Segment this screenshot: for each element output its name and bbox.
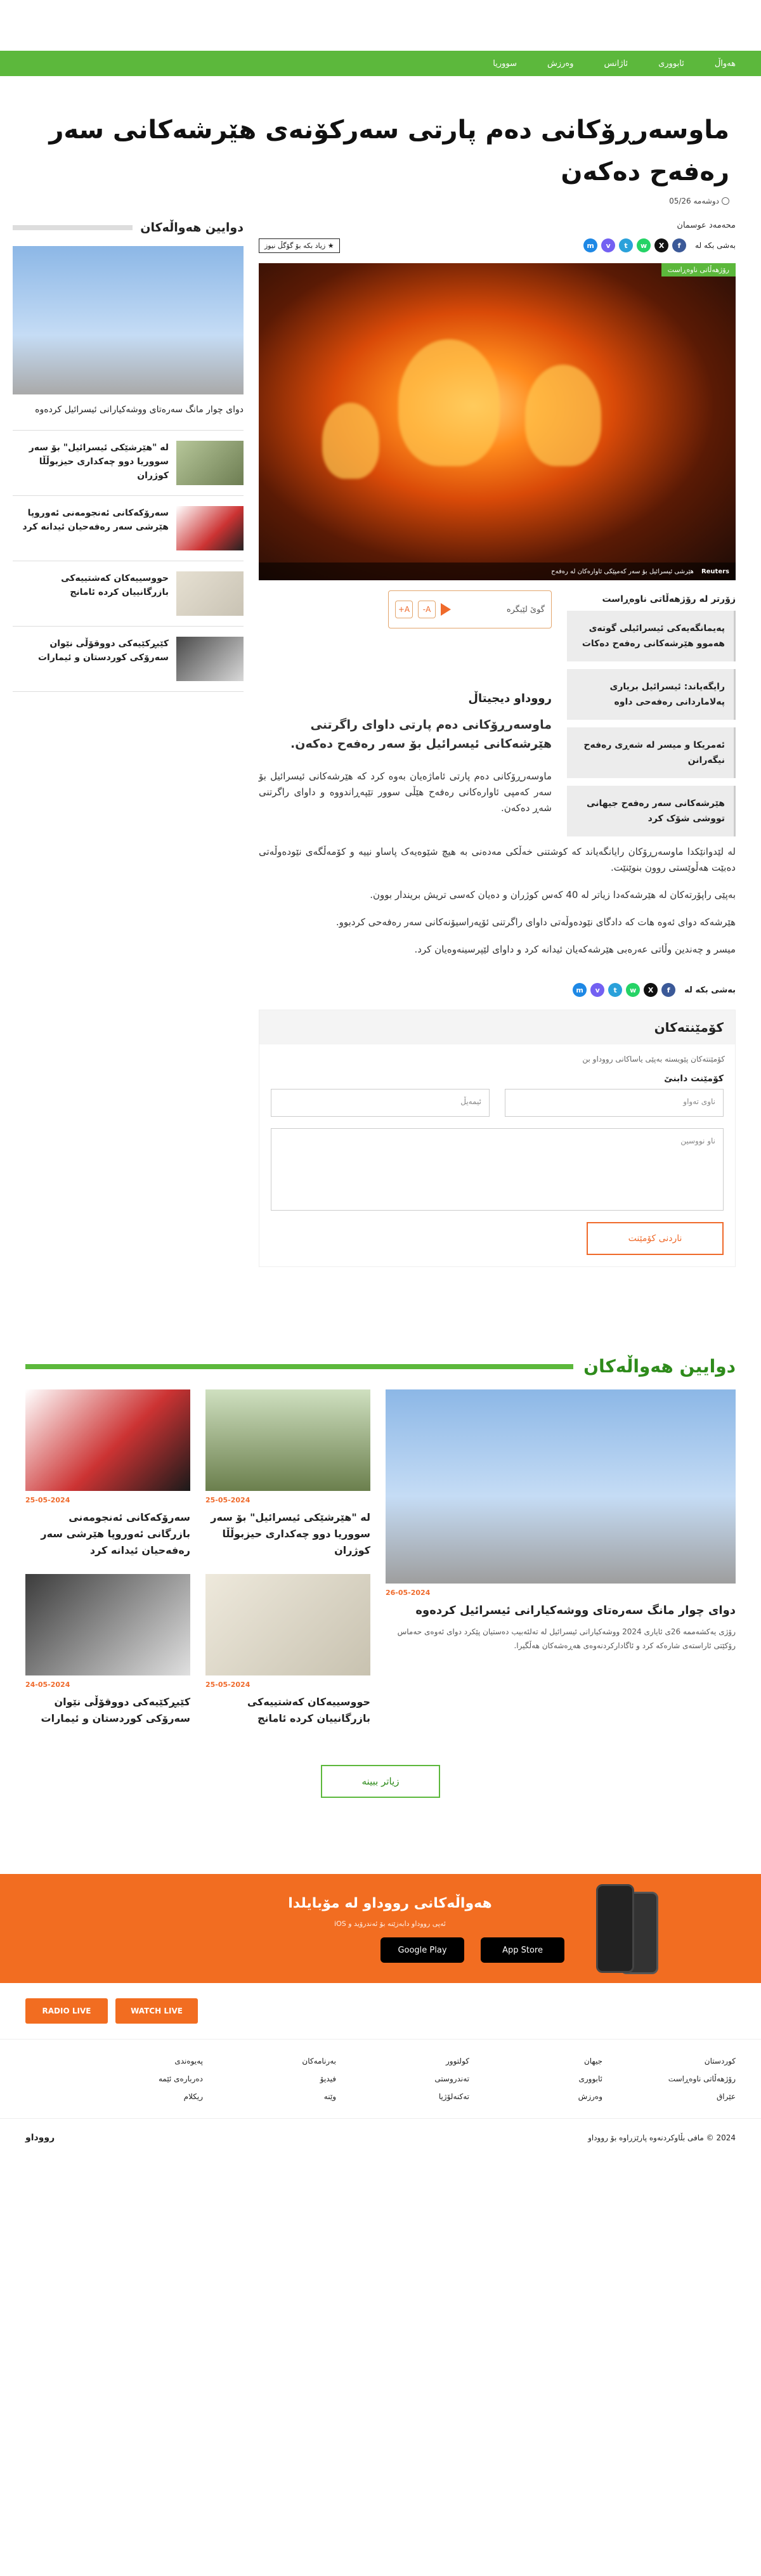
- nav-item[interactable]: وەرزش: [547, 58, 574, 68]
- comments-section: [259, 1010, 736, 1267]
- related-item[interactable]: پەیمانگەیەکی ئیسرائیلی گوتەی هەموو هێرشەکانی رەفەح دەکات: [567, 611, 736, 661]
- play-icon[interactable]: [441, 603, 451, 616]
- comments-header: کۆمێنتەکان: [259, 1010, 735, 1044]
- app-banner: [0, 1874, 761, 1983]
- card-date: 24-05-2024: [25, 1681, 70, 1689]
- card-body: رۆژی یەکشەممە 26ی ئایاری 2024 ووشەکیارانی ئیسرائیل لە تەلئەبیب دەستیان پێکرد دوای ئەوەی حەماس رۆکێتی ئاراستەی شارەکە کرد و ئاگادارکردنەوەی هەڕەشەکان هەڵگیرا.: [397, 1627, 736, 1650]
- comment-textarea[interactable]: ناو نووسین: [271, 1128, 724, 1211]
- copyright-text: 2024 © مافی بڵاوکردنەوە پارێزراوە بۆ رووداو: [588, 2133, 736, 2142]
- footer-link[interactable]: بەرنامەکان: [302, 2057, 336, 2065]
- sidebar-feature-image[interactable]: [13, 246, 244, 394]
- latest-card[interactable]: [25, 1389, 190, 1559]
- footer-link[interactable]: تەندروستی: [434, 2074, 469, 2083]
- share-label: بەشی بکە لە: [684, 985, 736, 995]
- footer-link[interactable]: فیدیۆ: [320, 2074, 336, 2083]
- card-image: [25, 1389, 190, 1491]
- related-box: [567, 590, 736, 844]
- card-title: حووسییەکان کەشتییەکی بازرگانییان کردە ئامانج: [247, 1696, 370, 1724]
- footer-link[interactable]: وەرزش: [578, 2092, 602, 2101]
- card-title: کێبڕکێیەکی دووقۆڵی نێوان سەرۆکی کوردستان و ئیمارات: [41, 1696, 190, 1724]
- x-icon[interactable]: X: [644, 983, 658, 997]
- radio-live-button[interactable]: RADIO LIVE: [25, 1998, 108, 2024]
- nav-item[interactable]: سووریا: [493, 58, 517, 68]
- main-nav: [0, 51, 761, 76]
- category-badge: رۆژهەڵاتی ناوەڕاست: [661, 263, 736, 276]
- article-paragraph: میسر و چەندین وڵاتی عەرەبی هێرشەکەیان ئیدانە کرد و داوای لێپرسینەوەیان کرد.: [414, 944, 736, 955]
- sidebar-news-item[interactable]: سەرۆکەکانی ئەنجومەنی ئەوروپا هێرشی سەر رەفەحیان ئیدانە کرد: [13, 496, 244, 561]
- article-lead: ماوسەرڕۆکانی دەم پارتی داوای راگرتنی هێرشەکانی ئیسرائیل بۆ سەر رەفەح دەکەن.: [290, 718, 552, 751]
- latest-card[interactable]: [205, 1574, 370, 1727]
- comments-note: کۆمێنتەکان پێویستە بەپێی یاساکانی رووداو بن: [582, 1055, 725, 1064]
- x-icon[interactable]: X: [654, 238, 668, 252]
- share-label: بەشی بکە لە: [695, 241, 736, 250]
- comments-subheader: کۆمێنت دابنێ: [664, 1074, 724, 1084]
- latest-feature-card[interactable]: [386, 1389, 736, 1727]
- facebook-icon[interactable]: f: [661, 983, 675, 997]
- app-store-button[interactable]: App Store: [481, 1937, 564, 1963]
- footer-link[interactable]: تەکنەلۆژیا: [438, 2092, 469, 2101]
- related-label: زۆرتر لە رۆژهەڵاتی ناوەڕاست: [602, 594, 736, 604]
- whatsapp-icon[interactable]: w: [637, 238, 651, 252]
- footer-link[interactable]: عێراق: [716, 2092, 736, 2101]
- audio-label: گوێ لێبگرە: [506, 604, 545, 615]
- share-row: [259, 235, 736, 256]
- copyright-bar: [0, 2118, 761, 2156]
- name-input[interactable]: ناوی تەواو: [505, 1089, 724, 1117]
- telegram-icon[interactable]: t: [619, 238, 633, 252]
- image-credit: Reuters هێرشی ئیسرائیل بۆ سەر کەمپێکی ئاوارەکان لە رەفەح: [259, 563, 736, 580]
- sidebar: [13, 221, 244, 1267]
- clock-icon: [722, 197, 729, 205]
- footer-link[interactable]: ریکلام: [183, 2092, 203, 2101]
- latest-card[interactable]: [205, 1389, 370, 1559]
- thumbnail: [176, 637, 244, 681]
- card-title: سەرۆکەکانی ئەنجومەنی بازرگانی ئەوروپا هێرشی سەر رەفەحیان ئیدانە کرد: [41, 1511, 190, 1556]
- article-author: محەمەد عوسمان: [677, 221, 736, 230]
- article-subhead: رووداو دیجیتاڵ: [468, 692, 552, 705]
- latest-news: [25, 1356, 736, 1798]
- font-increase-button[interactable]: A+: [395, 601, 413, 618]
- footer-link[interactable]: پەیوەندی: [174, 2057, 203, 2065]
- google-play-button[interactable]: Google Play: [380, 1937, 464, 1963]
- thumbnail: [176, 441, 244, 485]
- card-date: 25-05-2024: [205, 1681, 250, 1689]
- thumbnail: [176, 506, 244, 550]
- phone-image: [596, 1884, 634, 1973]
- article-paragraph: لە لێدوانێکدا ماوسەرڕۆکان رایانگەیاند کە کوشتنی خەڵکی مەدەنی بە هیچ شێوەیەک پاساو نییە و کۆمەڵگەی نێودەوڵەتی دەبێت هەڵوێستی روون بنوێنێت.: [259, 846, 736, 873]
- nav-item[interactable]: ئاژانس: [604, 58, 628, 68]
- telegram-icon[interactable]: t: [608, 983, 622, 997]
- card-image: [25, 1574, 190, 1675]
- card-date: 25-05-2024: [205, 1496, 250, 1504]
- article-paragraph: هێرشەکە دوای ئەوە هات کە دادگای نێودەوڵەتی داوای راگرتنی ئۆپەراسیۆنەکانی سەر رەفەحی کردبوو.: [335, 916, 736, 928]
- feature-image: [386, 1389, 736, 1584]
- nav-item[interactable]: هەواڵ: [714, 58, 736, 68]
- hero-image: [259, 263, 736, 580]
- sidebar-news-item[interactable]: کێبڕکێیەکی دووقۆڵی نێوان سەرۆکی کوردستان و ئیمارات: [13, 627, 244, 692]
- footer-link[interactable]: رۆژهەڵاتی ناوەڕاست: [668, 2074, 736, 2083]
- facebook-icon[interactable]: f: [672, 238, 686, 252]
- email-input[interactable]: ئیمەیڵ: [271, 1089, 490, 1117]
- footer-link[interactable]: ئابووری: [578, 2074, 602, 2083]
- footer: [0, 2039, 761, 2118]
- footer-link[interactable]: دەربارەی ئێمە: [158, 2074, 203, 2083]
- card-image: [205, 1574, 370, 1675]
- sidebar-feature-caption[interactable]: دوای چوار مانگ سەرەتای ووشەکیارانی ئیسرائیل کردەوە: [13, 394, 244, 431]
- sidebar-title: دوایین هەواڵەکان: [13, 221, 244, 235]
- footer-link[interactable]: کوردستان: [704, 2057, 736, 2065]
- more-button[interactable]: زیاتر ببینە: [321, 1765, 440, 1798]
- thumbnail: [176, 571, 244, 616]
- article-paragraph: بەپێی راپۆرتەکان لە هێرشەکەدا زیاتر لە 40 کەس کوژران و دەیان کەسی تریش بریندار بوون.: [370, 889, 736, 901]
- messenger-icon[interactable]: m: [573, 983, 587, 997]
- latest-title: دوایین هەواڵەکان: [25, 1356, 736, 1377]
- related-item[interactable]: رایگەیاند: ئیسرائیل بریاری پەلاماردانی رەفەحی داوە: [567, 669, 736, 720]
- app-subtitle: ئەپی رووداو دابەزێنە بۆ ئەندرۆید و iOS: [334, 1920, 446, 1928]
- app-title: هەواڵەکانی رووداو لە مۆبایلدا: [288, 1896, 492, 1911]
- watch-live-button[interactable]: WATCH LIVE: [115, 1998, 198, 2024]
- send-comment-button[interactable]: ناردنی کۆمێنت: [587, 1222, 724, 1255]
- article-title: ماوسەرڕۆکانی دەم پارتی سەرکۆنەی هێرشەکانی سەر رەفەح دەکەن: [49, 115, 729, 186]
- card-date: 26-05-2024: [386, 1589, 431, 1597]
- card-title: دوای چوار مانگ سەرەتای ووشەکیارانی ئیسرائیل کردەوە: [415, 1604, 736, 1617]
- footer-logo[interactable]: رووداو: [25, 2132, 55, 2143]
- sidebar-news-item[interactable]: لە "هێرشێکی ئیسرائیل" بۆ سەر سووریا دوو چەکداری حیزبوڵڵا کوژران: [13, 431, 244, 496]
- nav-item[interactable]: ئابووری: [658, 58, 684, 68]
- viber-icon[interactable]: v: [590, 983, 604, 997]
- font-decrease-button[interactable]: A-: [418, 601, 436, 618]
- article-paragraph: ماوسەرڕۆکانی دەم پارتی ئاماژەیان بەوە کرد کە هێرشەکانی ئیسرائیل بۆ سەر کەمپی ئاوارەکانی رەفەح هێڵی سوور تێپەڕاندووە و داوای راگرتنی شەڕ دەکەن.: [259, 771, 552, 814]
- related-item[interactable]: هێرشەکانی سەر رەفەح جیهانی تووشی شۆک کرد: [567, 786, 736, 836]
- top-spacer: [0, 0, 761, 51]
- footer-link[interactable]: وێنە: [323, 2092, 336, 2101]
- share-row-bottom: [259, 983, 736, 997]
- whatsapp-icon[interactable]: w: [626, 983, 640, 997]
- card-title: لە "هێرشێکی ئیسرائیل" بۆ سەر سووریا دوو چەکداری حیزبوڵڵا کوژران: [211, 1511, 370, 1556]
- footer-link[interactable]: کولتوور: [446, 2057, 469, 2065]
- viber-icon[interactable]: v: [601, 238, 615, 252]
- card-image: [205, 1389, 370, 1491]
- card-date: 25-05-2024: [25, 1496, 70, 1504]
- footer-link[interactable]: جیهان: [583, 2057, 602, 2065]
- related-item[interactable]: ئەمریکا و میسر لە شەڕی رەفەح نیگەرانن: [567, 727, 736, 778]
- article-main: [259, 221, 736, 1267]
- article-date: دوشەمە 05/26: [25, 197, 736, 205]
- google-news-button[interactable]: ★ زیاد بکە بۆ گۆگڵ نیوز: [259, 238, 340, 253]
- sidebar-news-item[interactable]: حووسییەکان کەشتییەکی بازرگانییان کردە ئامانج: [13, 561, 244, 627]
- latest-card[interactable]: [25, 1574, 190, 1727]
- audio-player[interactable]: [388, 590, 552, 628]
- messenger-icon[interactable]: m: [583, 238, 597, 252]
